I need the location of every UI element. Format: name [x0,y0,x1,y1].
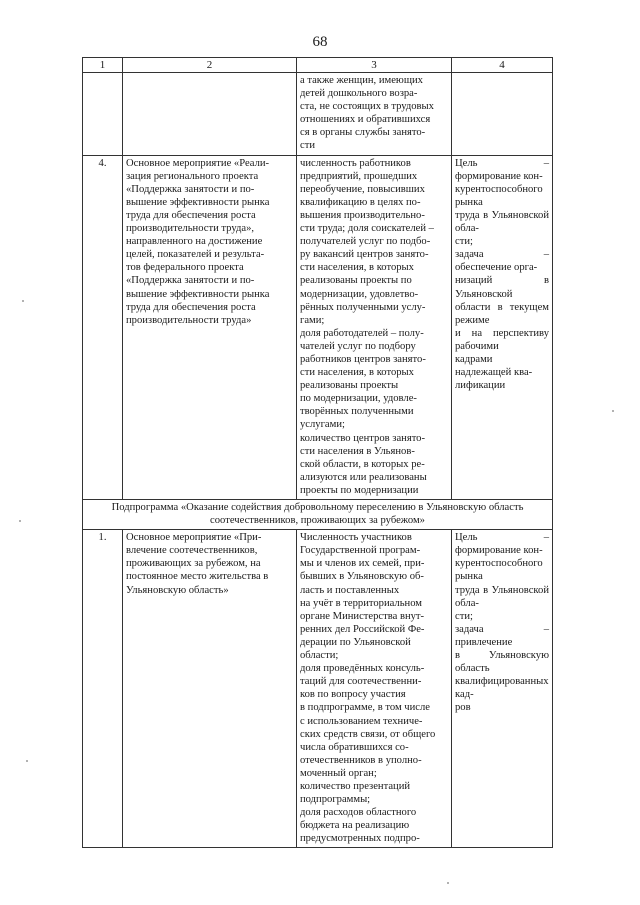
indicators-cell: а также женщин, имеющих детей дошкольного возра- ста, не состоящих в трудовых отношениях и обратившихся ся в органы службы занято- сти [297,73,452,156]
indicators-cell: численность работников предприятий, прошедших переобучение, повысивших квалификацию в целях по- вышения производительно- сти труда; доля соискателей – получателей услуг по подбо- ру вакансий центров занято- сти населения, в которых реализованы проекты по модернизации, удовлетво- рённых полученными услу- гами; доля работодателей – полу- чателей услуг по подбору работников центров занято- сти населения, в которых реализованы проекты по модернизации, удовле- творённых полученными услугами; количество центров занято- сти населения в Ульянов- ской области, в которых ре- ализуются или реализованы проекты по модернизации [297,155,452,499]
subprogram-row [83,500,553,530]
scan-speck [26,760,28,762]
column-header: 2 [123,58,297,73]
table-row [83,530,553,848]
indicators-cell: Численность участников Государственной програм- мы и членов их семей, при- бывших в Ульяновскую об- ласть и поставленных на учёт в территориальном органе Министерства внут- ренних дел Российской Фе- дерации по Ульяновской области; доля проведённых консуль- таций для соотечественни- ков по вопросу участия в подпрограмме, в том числе с использованием техниче- ских средств связи, от общего числа обратившихся со- отечественников в уполно- моченный орган; количество презентаций подпрограммы; доля расходов областного бюджета на реализацию предусмотренных подпро- [297,530,452,848]
scan-speck [447,882,449,884]
row-number [83,73,123,156]
page-number: 68 [312,34,328,50]
measure-cell: Основное мероприятие «При- влечение соотечественников, проживающих за рубежом, на постоянное место жительства в Ульяновскую область» [123,530,297,848]
program-table [82,57,553,848]
table-row [83,73,553,156]
column-header: 4 [452,58,553,73]
subprogram-title: Подпрограмма «Оказание содействия добровольному переселению в Ульяновскую область соотечественников, проживающих за рубежом» [83,500,553,530]
measure-cell [123,73,297,156]
goal-cell: Цель – формирование кон- курентоспособного рынка труда в Ульяновской обла- сти; задача – привлечение в Ульяновскую область квалифицированных кад- ров [452,530,553,848]
goal-cell [452,73,553,156]
column-header: 1 [83,58,123,73]
column-header: 3 [297,58,452,73]
table-row [83,155,553,499]
scan-speck [19,520,21,522]
goal-cell: Цель – формирование кон- курентоспособного рынка труда в Ульяновской обла- сти; задача – обеспечение орга- низаций в Ульяновской области в текущем режиме и на перспективу рабочими кадрами надлежащей ква- лификации [452,155,553,499]
table-header-row [83,58,553,73]
scan-speck [612,410,614,412]
row-number: 1. [83,530,123,848]
measure-cell: Основное мероприятие «Реали- зация регионального проекта «Поддержка занятости и по- вышение эффективности рынка труда для обеспечения роста производительности труда», направленного на достижение целей, показателей и результа- тов федерального проекта «Поддержка занятости и по- вышение эффективности рынка труда для обеспечения роста производительности труда» [123,155,297,499]
row-number: 4. [83,155,123,499]
scan-speck [22,300,24,302]
